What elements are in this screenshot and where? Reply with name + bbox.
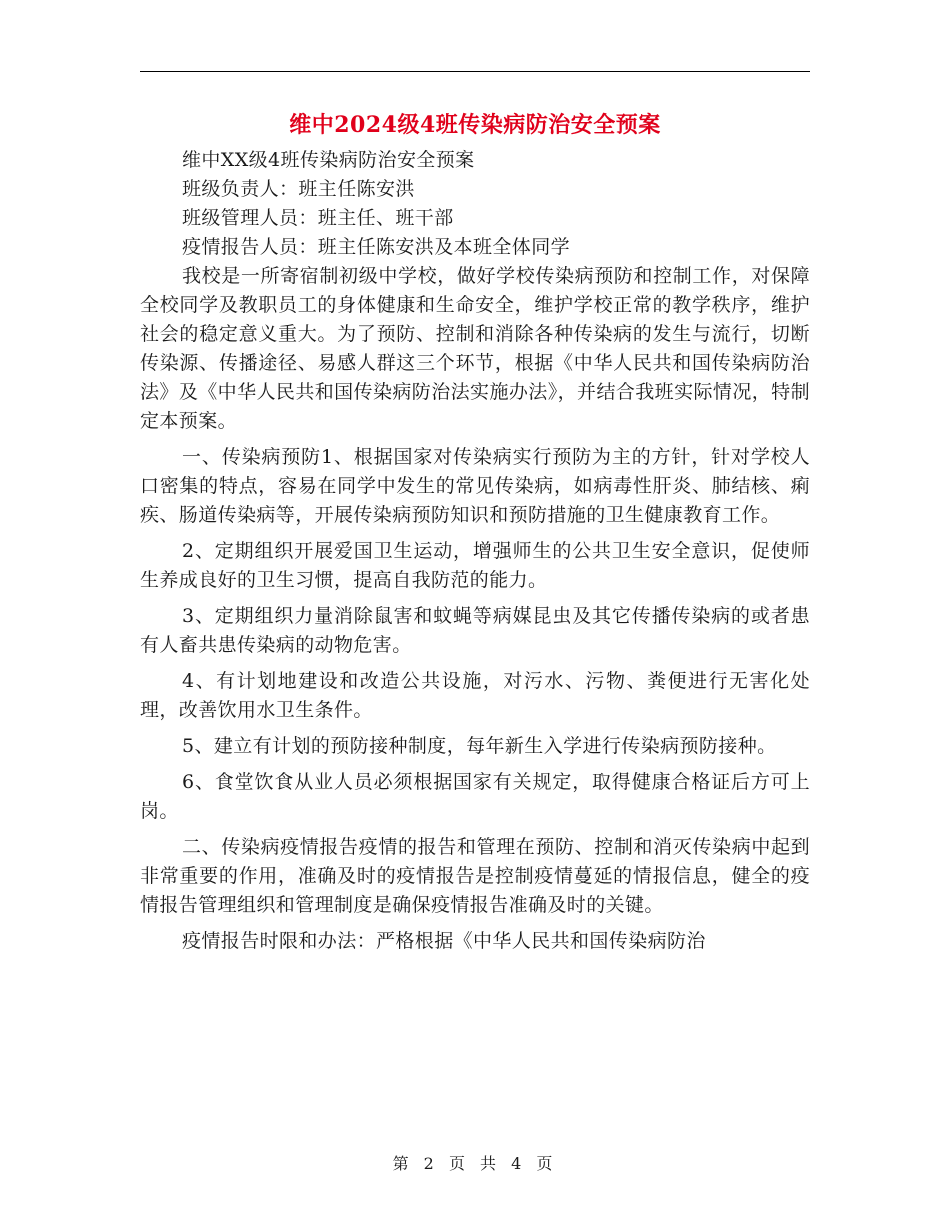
prevention-paragraph-3: 3、定期组织力量消除鼠害和蚊蝇等病媒昆虫及其它传播传染病的或者患有人畜共患传染病的动物危害。 [140, 605, 810, 656]
page-number: 第 2 页 共 4 页 [392, 1154, 558, 1173]
class-leader-line: 班级负责人：班主任陈安洪 [182, 178, 415, 200]
header-rule [140, 71, 810, 72]
prevention-paragraph-1: 一、传染病预防1、根据国家对传染病实行预防为主的方针，针对学校人口密集的特点，容易在同学中发生的常见传染病，如病毒性肝炎、肺结核、痢疾、肠道传染病等，开展传染病预防知识和预防措施的卫生健康教育工作。 [140, 446, 810, 526]
reporting-paragraph: 二、传染病疫情报告疫情的报告和管理在预防、控制和消灭传染病中起到非常重要的作用，准确及时的疫情报告是控制疫情蔓延的情报信息，健全的疫情报告管理组织和管理制度是确保疫情报告准确及时的关键。 [140, 836, 810, 916]
prevention-paragraph-6: 6、食堂饮食从业人员必须根据国家有关规定，取得健康合格证后方可上岗。 [140, 771, 810, 822]
class-managers-line: 班级管理人员：班主任、班干部 [182, 207, 454, 229]
intro-paragraph: 我校是一所寄宿制初级中学校，做好学校传染病预防和控制工作，对保障全校同学及教职员工的身体健康和生命安全，维护学校正常的教学秩序，维护社会的稳定意义重大。为了预防、控制和消除各种传染病的发生与流行，切断传染源、传播途径、易感人群这三个环节，根据《中华人民共和国传染病防治法》及《中华人民共和国传染病防治法实施办法》，并结合我班实际情况，特制定本预案。 [140, 265, 810, 432]
prevention-paragraph-2: 2、定期组织开展爱国卫生运动，增强师生的公共卫生安全意识，促使师生养成良好的卫生习惯，提高自我防范的能力。 [140, 540, 810, 591]
document-title: 维中2024级4班传染病防治安全预案 [289, 112, 661, 138]
epidemic-reporters-line: 疫情报告人员：班主任陈安洪及本班全体同学 [182, 236, 571, 258]
subtitle-line: 维中XX级4班传染病防治安全预案 [182, 149, 475, 171]
prevention-paragraph-4: 4、有计划地建设和改造公共设施，对污水、污物、粪便进行无害化处理，改善饮用水卫生条件。 [140, 670, 810, 721]
prevention-paragraph-5: 5、建立有计划的预防接种制度，每年新生入学进行传染病预防接种。 [182, 735, 777, 757]
reporting-deadline-paragraph: 疫情报告时限和办法：严格根据《中华人民共和国传染病防治 [182, 930, 706, 952]
document-body [140, 146, 810, 956]
